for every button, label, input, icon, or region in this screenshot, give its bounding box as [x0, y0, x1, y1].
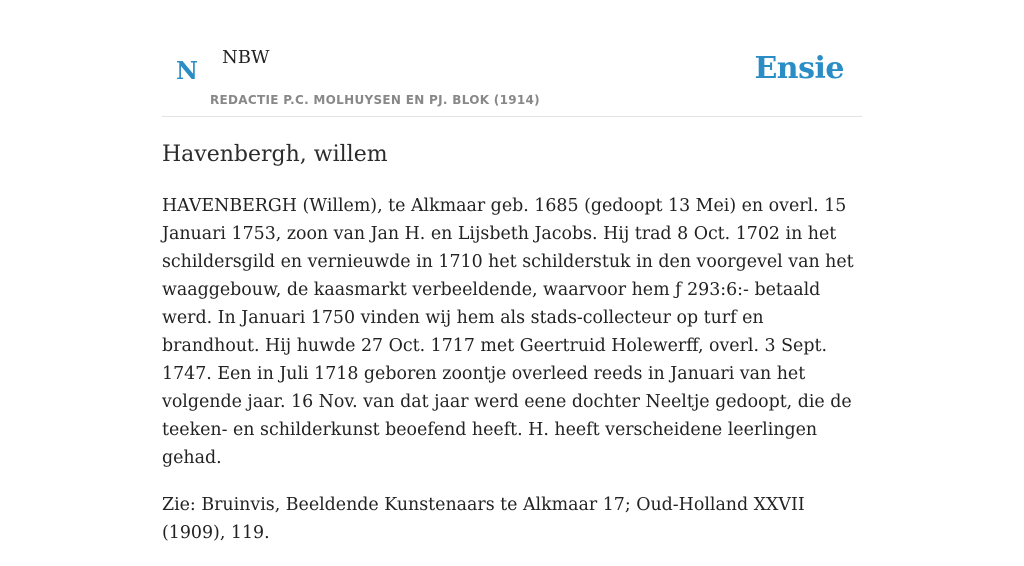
article-title: Havenbergh, willem: [162, 142, 388, 167]
ensie-logo[interactable]: Ensie: [754, 51, 844, 86]
source-subtitle: REDACTIE P.C. MOLHUYSEN EN PJ. BLOK (1914): [210, 93, 540, 107]
article-references: Zie: Bruinvis, Beeldende Kunstenaars te Alkmaar 17; Oud-Holland XXVII (1909), 119.: [162, 495, 805, 543]
article-body: [162, 192, 862, 566]
source-name[interactable]: NBW: [222, 47, 270, 68]
source-logo[interactable]: N: [176, 56, 198, 85]
article-paragraph: HAVENBERGH (Willem), te Alkmaar geb. 1685 (gedoopt 13 Mei) en overl. 15 Januari 1753, zoon van Jan H. en Lijsbeth Jacobs. Hij trad 8 Oct. 1702 in het schildersgild en vernieuwde in 1710 het schilderstuk in den voorgevel van het waaggebouw, de kaasmarkt verbeeldende, waarvoor hem ƒ 293:6:- betaald werd. In Januari 1750 vinden wij hem als stads-collecteur op turf en brandhout. Hij huwde 27 Oct. 1717 met Geertruid Holewerff, overl. 3 Sept. 1747. Een in Juli 1718 geboren zoontje overleed reeds in Januari van het volgende jaar. 16 Nov. van dat jaar werd eene dochter Neeltje gedoopt, die de teeken- en schilderkunst beoefend heeft. H. heeft verscheidene leerlingen gehad.: [162, 196, 854, 468]
source-header: [162, 0, 862, 117]
